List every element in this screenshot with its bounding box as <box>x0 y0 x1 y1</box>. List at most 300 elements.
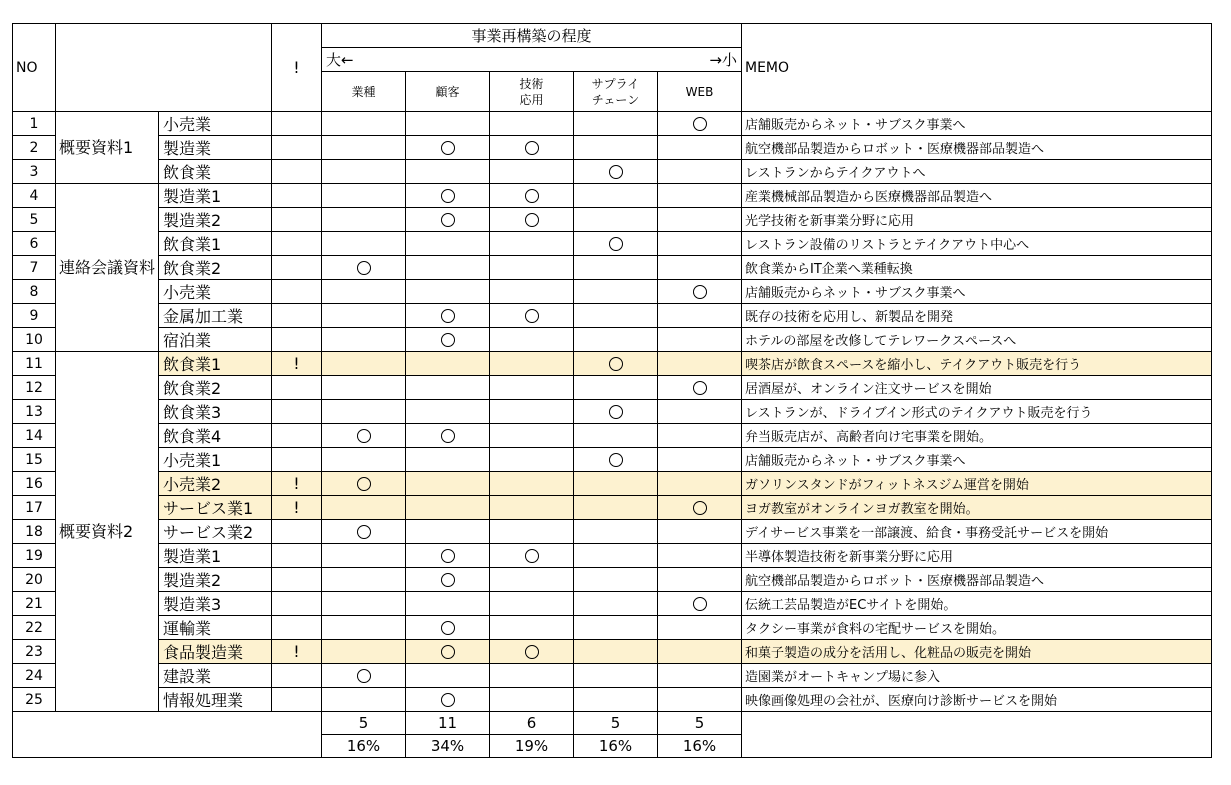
degree-cell <box>574 184 658 208</box>
memo-cell: 居酒屋が、オンライン注文サービスを開始 <box>742 376 1212 400</box>
degree-cell <box>490 424 574 448</box>
total-percent: 19% <box>490 735 574 758</box>
industry-cell: 飲食業2 <box>159 376 272 400</box>
industry-cell: 飲食業 <box>159 160 272 184</box>
memo-cell: 飲食業からIT企業へ業種転換 <box>742 256 1212 280</box>
circle-mark-icon <box>441 213 455 227</box>
header-excl-label: ! <box>293 58 300 77</box>
header-col-web: WEB <box>658 72 742 112</box>
degree-cell <box>406 640 490 664</box>
degree-cell <box>490 304 574 328</box>
degree-cell <box>322 376 406 400</box>
circle-mark-icon <box>357 477 371 491</box>
degree-cell <box>490 616 574 640</box>
degree-cell <box>658 448 742 472</box>
table-row <box>13 664 1212 688</box>
industry-cell: 小売業 <box>159 280 272 304</box>
excl-mark: ! <box>293 498 300 517</box>
circle-mark-icon <box>441 621 455 635</box>
degree-cell <box>406 424 490 448</box>
header-excl <box>272 24 322 112</box>
degree-cell <box>490 280 574 304</box>
degree-cell <box>406 544 490 568</box>
table-row <box>13 496 1212 520</box>
degree-cell <box>574 136 658 160</box>
degree-cell <box>322 256 406 280</box>
degree-cell <box>322 280 406 304</box>
header-col-gyoshu: 業種 <box>322 72 406 112</box>
excl-cell <box>272 136 322 160</box>
row-no: 18 <box>13 520 56 544</box>
excl-cell <box>272 328 322 352</box>
group-label: 概要資料2 <box>56 352 159 712</box>
degree-cell <box>322 664 406 688</box>
industry-cell: サービス業2 <box>159 520 272 544</box>
degree-cell <box>406 208 490 232</box>
excl-cell <box>272 472 322 496</box>
degree-cell <box>658 640 742 664</box>
degree-cell <box>574 328 658 352</box>
circle-mark-icon <box>609 453 623 467</box>
table-row <box>13 256 1212 280</box>
excl-mark: ! <box>293 642 300 661</box>
degree-cell <box>406 688 490 712</box>
degree-cell <box>574 376 658 400</box>
header-range <box>322 48 742 72</box>
range-left-label: 大← <box>326 51 354 69</box>
circle-mark-icon <box>441 141 455 155</box>
table-row <box>13 400 1212 424</box>
circle-mark-icon <box>525 189 539 203</box>
degree-cell <box>406 136 490 160</box>
degree-cell <box>322 184 406 208</box>
circle-mark-icon <box>441 573 455 587</box>
table-row <box>13 376 1212 400</box>
degree-cell <box>658 544 742 568</box>
circle-mark-icon <box>525 309 539 323</box>
memo-cell: 光学技術を新事業分野に応用 <box>742 208 1212 232</box>
circle-mark-icon <box>441 693 455 707</box>
industry-cell: 飲食業4 <box>159 424 272 448</box>
industry-cell: 製造業2 <box>159 568 272 592</box>
degree-cell <box>574 496 658 520</box>
circle-mark-icon <box>609 237 623 251</box>
degree-cell <box>322 352 406 376</box>
totals-blank <box>13 712 322 758</box>
row-no: 11 <box>13 352 56 376</box>
excl-cell <box>272 112 322 136</box>
degree-cell <box>490 496 574 520</box>
excl-mark: ! <box>293 474 300 493</box>
degree-cell <box>322 496 406 520</box>
excl-cell <box>272 544 322 568</box>
degree-cell <box>490 448 574 472</box>
row-no: 17 <box>13 496 56 520</box>
degree-cell <box>490 352 574 376</box>
degree-cell <box>322 616 406 640</box>
degree-cell <box>322 208 406 232</box>
table-row <box>13 112 1212 136</box>
circle-mark-icon <box>525 141 539 155</box>
row-no: 15 <box>13 448 56 472</box>
total-count: 5 <box>574 712 658 735</box>
degree-cell <box>406 232 490 256</box>
circle-mark-icon <box>609 165 623 179</box>
excl-cell <box>272 256 322 280</box>
excl-cell <box>272 568 322 592</box>
row-no: 22 <box>13 616 56 640</box>
excl-cell <box>272 232 322 256</box>
degree-cell <box>574 592 658 616</box>
row-no: 14 <box>13 424 56 448</box>
industry-cell: 製造業 <box>159 136 272 160</box>
degree-cell <box>406 328 490 352</box>
row-no: 6 <box>13 232 56 256</box>
memo-cell: 映像画像処理の会社が、医療向け診断サービスを開始 <box>742 688 1212 712</box>
table-row <box>13 688 1212 712</box>
degree-cell <box>406 616 490 640</box>
industry-cell: 飲食業3 <box>159 400 272 424</box>
degree-cell <box>406 472 490 496</box>
degree-cell <box>490 160 574 184</box>
memo-cell: 航空機部品製造からロボット・医療機器部品製造へ <box>742 136 1212 160</box>
circle-mark-icon <box>693 501 707 515</box>
memo-cell: 弁当販売店が、高齢者向け宅事業を開始。 <box>742 424 1212 448</box>
degree-cell <box>658 400 742 424</box>
table-row <box>13 184 1212 208</box>
excl-cell <box>272 280 322 304</box>
degree-cell <box>406 664 490 688</box>
excl-cell <box>272 520 322 544</box>
degree-cell <box>658 472 742 496</box>
degree-cell <box>322 472 406 496</box>
header-blank <box>56 24 272 112</box>
degree-cell <box>406 520 490 544</box>
row-no: 8 <box>13 280 56 304</box>
degree-cell <box>406 160 490 184</box>
excl-cell <box>272 160 322 184</box>
row-no: 16 <box>13 472 56 496</box>
table-row <box>13 136 1212 160</box>
degree-cell <box>490 688 574 712</box>
totals-memo-blank <box>742 712 1212 758</box>
range-right-label: →小 <box>709 51 737 69</box>
row-no: 12 <box>13 376 56 400</box>
degree-cell <box>658 208 742 232</box>
degree-cell <box>574 688 658 712</box>
row-no: 19 <box>13 544 56 568</box>
total-percent: 16% <box>658 735 742 758</box>
memo-cell: 店舗販売からネット・サブスク事業へ <box>742 280 1212 304</box>
degree-cell <box>322 568 406 592</box>
table-row <box>13 160 1212 184</box>
degree-cell <box>322 424 406 448</box>
excl-cell <box>272 208 322 232</box>
degree-cell <box>574 424 658 448</box>
header-memo: MEMO <box>742 24 1212 112</box>
degree-cell <box>322 640 406 664</box>
table-row <box>13 544 1212 568</box>
degree-cell <box>658 304 742 328</box>
industry-cell: 宿泊業 <box>159 328 272 352</box>
degree-cell <box>574 568 658 592</box>
degree-cell <box>406 496 490 520</box>
row-no: 20 <box>13 568 56 592</box>
degree-cell <box>574 640 658 664</box>
degree-cell <box>406 400 490 424</box>
industry-cell: 食品製造業 <box>159 640 272 664</box>
degree-cell <box>322 232 406 256</box>
memo-cell: 産業機械部品製造から医療機器部品製造へ <box>742 184 1212 208</box>
memo-cell: ホテルの部屋を改修してテレワークスペースへ <box>742 328 1212 352</box>
circle-mark-icon <box>441 189 455 203</box>
degree-cell <box>658 184 742 208</box>
circle-mark-icon <box>525 645 539 659</box>
totals-count-row <box>13 712 1212 735</box>
industry-cell: 情報処理業 <box>159 688 272 712</box>
excl-mark: ! <box>293 354 300 373</box>
table-row <box>13 328 1212 352</box>
row-no: 25 <box>13 688 56 712</box>
memo-cell: ヨガ教室がオンラインヨガ教室を開始。 <box>742 496 1212 520</box>
circle-mark-icon <box>693 381 707 395</box>
degree-cell <box>322 400 406 424</box>
degree-cell <box>658 160 742 184</box>
degree-cell <box>658 496 742 520</box>
degree-cell <box>406 280 490 304</box>
group-label: 連絡会議資料 <box>56 184 159 352</box>
table-row <box>13 640 1212 664</box>
degree-cell <box>406 304 490 328</box>
table-row <box>13 280 1212 304</box>
degree-cell <box>490 112 574 136</box>
memo-cell: 既存の技術を応用し、新製品を開発 <box>742 304 1212 328</box>
degree-cell <box>658 664 742 688</box>
circle-mark-icon <box>441 645 455 659</box>
circle-mark-icon <box>609 405 623 419</box>
degree-cell <box>658 352 742 376</box>
gijutsu-line1: 技術 <box>519 76 544 91</box>
row-no: 23 <box>13 640 56 664</box>
row-no: 5 <box>13 208 56 232</box>
degree-cell <box>322 448 406 472</box>
circle-mark-icon <box>357 261 371 275</box>
total-percent: 16% <box>574 735 658 758</box>
degree-cell <box>574 616 658 640</box>
header-col-supply <box>574 72 658 112</box>
degree-cell <box>406 376 490 400</box>
memo-cell: 伝統工芸品製造がECサイトを開始。 <box>742 592 1212 616</box>
degree-cell <box>574 112 658 136</box>
degree-cell <box>490 184 574 208</box>
industry-cell: 飲食業2 <box>159 256 272 280</box>
degree-cell <box>406 256 490 280</box>
degree-cell <box>490 472 574 496</box>
degree-cell <box>658 376 742 400</box>
group-label: 概要資料1 <box>56 112 159 184</box>
excl-cell <box>272 688 322 712</box>
total-count: 5 <box>322 712 406 735</box>
degree-cell <box>574 280 658 304</box>
degree-cell <box>322 112 406 136</box>
excl-cell <box>272 304 322 328</box>
industry-cell: 小売業 <box>159 112 272 136</box>
degree-cell <box>490 640 574 664</box>
row-no: 7 <box>13 256 56 280</box>
degree-cell <box>658 520 742 544</box>
degree-cell <box>322 688 406 712</box>
degree-cell <box>658 688 742 712</box>
degree-cell <box>490 256 574 280</box>
row-no: 9 <box>13 304 56 328</box>
degree-cell <box>406 448 490 472</box>
memo-cell: ガソリンスタンドがフィットネスジム運営を開始 <box>742 472 1212 496</box>
table-row <box>13 568 1212 592</box>
supply-line1: サプライ <box>591 76 640 91</box>
industry-cell: 運輸業 <box>159 616 272 640</box>
total-percent: 16% <box>322 735 406 758</box>
memo-cell: タクシー事業が食料の宅配サービスを開始。 <box>742 616 1212 640</box>
table-row <box>13 592 1212 616</box>
row-no: 2 <box>13 136 56 160</box>
degree-cell <box>406 568 490 592</box>
industry-cell: 製造業1 <box>159 544 272 568</box>
degree-cell <box>574 544 658 568</box>
circle-mark-icon <box>357 429 371 443</box>
degree-cell <box>322 328 406 352</box>
memo-cell: 喫茶店が飲食スペースを縮小し、テイクアウト販売を行う <box>742 352 1212 376</box>
degree-cell <box>574 520 658 544</box>
table-row <box>13 232 1212 256</box>
degree-cell <box>574 304 658 328</box>
circle-mark-icon <box>693 597 707 611</box>
industry-cell: 製造業3 <box>159 592 272 616</box>
total-count: 11 <box>406 712 490 735</box>
degree-cell <box>574 400 658 424</box>
memo-cell: レストランが、ドライブイン形式のテイクアウト販売を行う <box>742 400 1212 424</box>
degree-cell <box>490 592 574 616</box>
circle-mark-icon <box>357 525 371 539</box>
excl-cell <box>272 352 322 376</box>
memo-cell: 半導体製造技術を新事業分野に応用 <box>742 544 1212 568</box>
memo-cell: レストランからテイクアウトへ <box>742 160 1212 184</box>
degree-cell <box>658 328 742 352</box>
excl-cell <box>272 664 322 688</box>
degree-cell <box>658 592 742 616</box>
header-col-gijutsu <box>490 72 574 112</box>
degree-cell <box>574 232 658 256</box>
industry-cell: 飲食業1 <box>159 352 272 376</box>
table-row <box>13 304 1212 328</box>
memo-cell: 造園業がオートキャンプ場に参入 <box>742 664 1212 688</box>
row-no: 24 <box>13 664 56 688</box>
memo-cell: 店舗販売からネット・サブスク事業へ <box>742 112 1212 136</box>
table-row <box>13 208 1212 232</box>
degree-cell <box>490 136 574 160</box>
degree-title-text: 事業再構築の程度 <box>471 27 592 45</box>
table-row <box>13 424 1212 448</box>
table-row <box>13 448 1212 472</box>
degree-cell <box>490 664 574 688</box>
total-count: 5 <box>658 712 742 735</box>
degree-cell <box>490 328 574 352</box>
row-no: 4 <box>13 184 56 208</box>
excl-cell <box>272 640 322 664</box>
degree-cell <box>658 424 742 448</box>
degree-cell <box>490 232 574 256</box>
degree-cell <box>322 160 406 184</box>
industry-cell: サービス業1 <box>159 496 272 520</box>
circle-mark-icon <box>441 309 455 323</box>
row-no: 10 <box>13 328 56 352</box>
degree-cell <box>490 568 574 592</box>
degree-cell <box>322 136 406 160</box>
row-no: 13 <box>13 400 56 424</box>
degree-cell <box>574 352 658 376</box>
memo-cell: 和菓子製造の成分を活用し、化粧品の販売を開始 <box>742 640 1212 664</box>
industry-cell: 製造業1 <box>159 184 272 208</box>
circle-mark-icon <box>441 333 455 347</box>
memo-cell: デイサービス事業を一部譲渡、給食・事務受託サービスを開始 <box>742 520 1212 544</box>
degree-cell <box>658 136 742 160</box>
header-no: NO <box>13 24 56 112</box>
restructuring-table <box>12 23 1212 758</box>
excl-cell <box>272 424 322 448</box>
degree-cell <box>574 160 658 184</box>
degree-cell <box>490 208 574 232</box>
table-row <box>13 472 1212 496</box>
excl-cell <box>272 592 322 616</box>
degree-cell <box>658 280 742 304</box>
circle-mark-icon <box>525 549 539 563</box>
degree-cell <box>574 472 658 496</box>
circle-mark-icon <box>441 429 455 443</box>
degree-cell <box>490 520 574 544</box>
excl-cell <box>272 376 322 400</box>
total-percent: 34% <box>406 735 490 758</box>
degree-cell <box>490 544 574 568</box>
degree-cell <box>658 616 742 640</box>
degree-cell <box>406 112 490 136</box>
degree-cell <box>574 256 658 280</box>
industry-cell: 金属加工業 <box>159 304 272 328</box>
degree-cell <box>574 664 658 688</box>
row-no: 21 <box>13 592 56 616</box>
excl-cell <box>272 616 322 640</box>
degree-cell <box>658 256 742 280</box>
memo-cell: 店舗販売からネット・サブスク事業へ <box>742 448 1212 472</box>
degree-cell <box>406 352 490 376</box>
industry-cell: 小売業1 <box>159 448 272 472</box>
circle-mark-icon <box>693 285 707 299</box>
degree-cell <box>574 448 658 472</box>
memo-cell: レストラン設備のリストラとテイクアウト中心へ <box>742 232 1212 256</box>
circle-mark-icon <box>441 549 455 563</box>
degree-cell <box>658 568 742 592</box>
excl-cell <box>272 448 322 472</box>
row-no: 1 <box>13 112 56 136</box>
table-row <box>13 520 1212 544</box>
degree-cell <box>658 112 742 136</box>
industry-cell: 飲食業1 <box>159 232 272 256</box>
degree-cell <box>490 400 574 424</box>
degree-cell <box>322 544 406 568</box>
degree-cell <box>658 232 742 256</box>
supply-line2: チェーン <box>591 92 640 107</box>
header-col-kokyaku: 顧客 <box>406 72 490 112</box>
degree-cell <box>406 184 490 208</box>
circle-mark-icon <box>525 213 539 227</box>
